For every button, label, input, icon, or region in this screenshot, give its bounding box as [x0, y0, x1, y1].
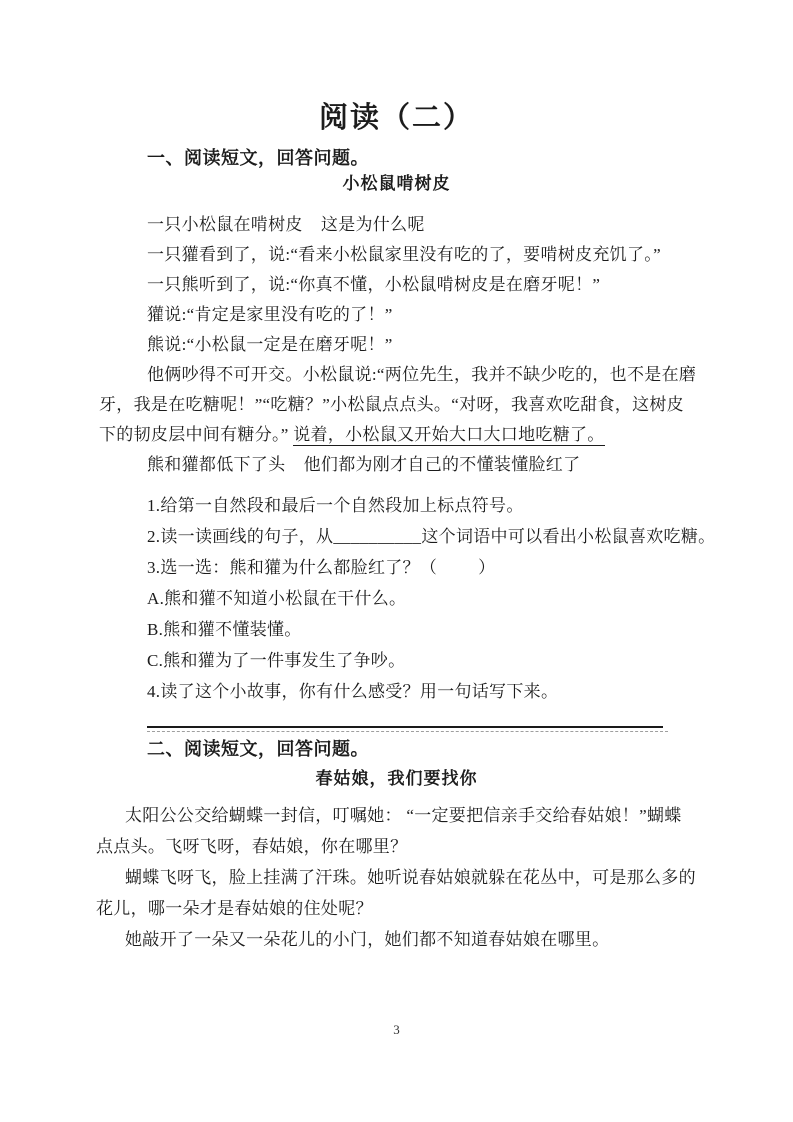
text-line: [147, 676, 707, 707]
text-line: [96, 893, 711, 924]
text-segment: 点点头。飞呀飞呀，春姑娘，你在哪里？: [96, 837, 408, 856]
text-segment: 太阳公公交给蝴蝶一封信，叮嘱她： “一定要把信亲手交给春姑娘！”蝴蝶: [125, 806, 682, 825]
text-segment: 他俩吵得不可开交。小松鼠说:“两位先生，我并不缺少吃的，也不是在磨: [147, 365, 697, 384]
text-line: [99, 360, 709, 390]
underlined-text: 说着，小松鼠又开始大口大口地吃糖了。: [293, 425, 605, 444]
text-line: [99, 270, 709, 300]
passage1-title: 小松鼠啃树皮: [342, 174, 451, 193]
section-separator-dashed-line: [147, 731, 668, 732]
text-line: [99, 300, 709, 330]
text-segment: B.熊和獾不懂装懂。: [147, 620, 302, 639]
text-segment: 一只小松鼠在啃树皮 这是为什么呢: [147, 215, 425, 234]
text-line: [99, 330, 709, 360]
text-segment: 一只熊听到了，说:“你真不懂，小松鼠啃树皮是在磨牙呢！”: [147, 275, 601, 294]
section1-questions: [147, 490, 716, 707]
text-line: [96, 924, 711, 955]
text-line: [99, 240, 709, 270]
text-line: [147, 490, 707, 521]
text-segment: 1.给第一自然段和最后一个自然段加上标点符号。: [147, 496, 524, 515]
text-line: [147, 645, 707, 676]
section2-header: 二、阅读短文，回答问题。: [147, 739, 369, 759]
text-line: [96, 831, 711, 862]
text-line: [147, 521, 716, 552]
page-title: 阅读（二）: [318, 102, 474, 134]
text-segment: 熊和獾都低下了头 他们都为刚才自己的不懂装懂脸红了: [147, 455, 581, 474]
text-line: [99, 420, 709, 450]
text-line: [96, 862, 711, 893]
text-segment: 一只獾看到了，说:“看来小松鼠家里没有吃的了，要啃树皮充饥了。”: [147, 245, 661, 264]
text-line: [99, 450, 709, 480]
passage2-title: 春姑娘，我们要找你: [315, 769, 478, 788]
page-number: 3: [393, 1022, 400, 1037]
section-separator-line: [147, 726, 663, 728]
text-segment: A.熊和獾不知道小松鼠在干什么。: [147, 589, 407, 608]
text-segment: 熊说:“小松鼠一定是在磨牙呢！”: [147, 335, 393, 354]
text-segment: 3.选一选：熊和獾为什么都脸红了？（ ）: [147, 558, 496, 577]
text-segment: 4.读了这个小故事，你有什么感受？用一句话写下来。: [147, 682, 559, 701]
text-line: [99, 210, 709, 240]
text-segment: 牙，我是在吃糖呢！”“吃糖？”小松鼠点点头。“对呀，我喜欢吃甜食，这树皮: [99, 395, 684, 414]
section1-header: 一、阅读短文，回答问题。: [147, 148, 369, 168]
text-line: [147, 614, 707, 645]
text-segment: 蝴蝶飞呀飞，脸上挂满了汗珠。她听说春姑娘就躲在花丛中，可是那么多的: [125, 868, 696, 887]
text-segment: 獾说:“肯定是家里没有吃的了！”: [147, 305, 393, 324]
text-line: [96, 800, 711, 831]
text-segment: 下的韧皮层中间有糖分。”: [99, 425, 294, 444]
text-segment: 花儿，哪一朵才是春姑娘的住处呢？: [96, 899, 373, 918]
passage2-text: [96, 800, 711, 955]
text-segment: 她敲开了一朵又一朵花儿的小门，她们都不知道春姑娘在哪里。: [125, 930, 610, 949]
text-segment: 2.读一读画线的句子，从__________这个词语中可以看出小松鼠喜欢吃糖。: [147, 527, 716, 546]
text-line: [147, 583, 707, 614]
text-line: [147, 552, 707, 583]
text-segment: C.熊和獾为了一件事发生了争吵。: [147, 651, 406, 670]
text-line: [99, 390, 709, 420]
passage1-text: [99, 210, 709, 480]
